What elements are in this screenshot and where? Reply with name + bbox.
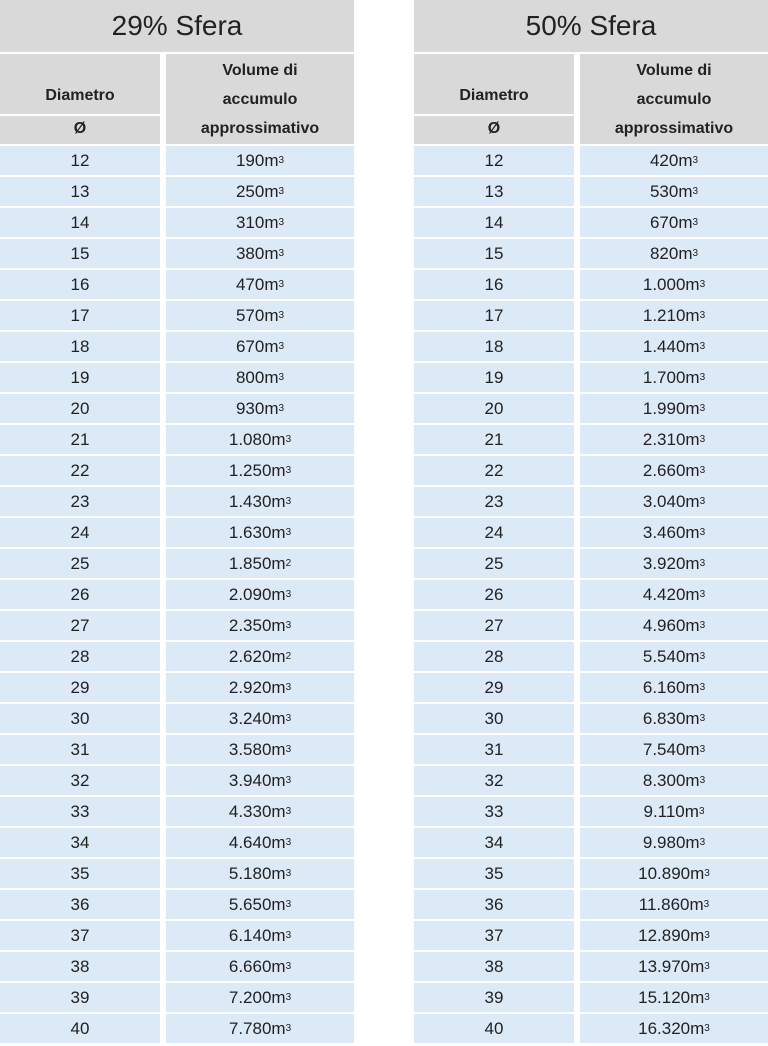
volume-cell: 4.420m 3: [580, 580, 768, 609]
volume-cell: 570m 3: [166, 301, 354, 330]
volume-value: 6.660m: [228, 956, 286, 976]
volume-cell: 1.430m 3: [166, 487, 354, 516]
diameter-cell: 28: [0, 642, 160, 671]
diameter-cell: 37: [0, 921, 160, 950]
table-row: [0, 392, 354, 423]
table-row: [0, 981, 354, 1012]
volume-value: 800m: [235, 367, 279, 387]
table-row: [414, 423, 768, 454]
table-row: [414, 981, 768, 1012]
table-row: [0, 237, 354, 268]
table-row: [0, 950, 354, 981]
table-row: [414, 702, 768, 733]
table-row: [414, 361, 768, 392]
volume-value: 6.160m: [642, 677, 700, 697]
volume-cell: 930m 3: [166, 394, 354, 423]
table-row: [0, 175, 354, 206]
diameter-cell: 18: [414, 332, 574, 361]
volume-value: 1.700m: [642, 367, 700, 387]
volume-cell: 3.920m 3: [580, 549, 768, 578]
volume-cell: 2.660m 3: [580, 456, 768, 485]
volume-value: 1.990m: [642, 398, 700, 418]
diameter-cell: 23: [414, 487, 574, 516]
diameter-cell: 40: [414, 1014, 574, 1043]
volume-value: 4.330m: [228, 801, 286, 821]
table-row: [0, 888, 354, 919]
diameter-cell: 36: [0, 890, 160, 919]
volume-cell: 190m 3: [166, 146, 354, 175]
diameter-cell: 32: [414, 766, 574, 795]
table-row: [0, 485, 354, 516]
header-volume-line: approssimativo: [200, 120, 320, 137]
volume-value: 1.210m: [642, 305, 700, 325]
volume-value: 670m: [649, 212, 693, 232]
volume-cell: 1.990m 3: [580, 394, 768, 423]
volume-value: 11.860m: [638, 894, 704, 914]
volume-cell: 6.830m 3: [580, 704, 768, 733]
volume-cell: 4.640m 3: [166, 828, 354, 857]
volume-value: 1.000m: [642, 274, 700, 294]
header-diameter-symbol: Ø: [487, 120, 501, 137]
diameter-cell: 30: [414, 704, 574, 733]
diameter-cell: 12: [0, 146, 160, 175]
header-volume: [580, 56, 768, 143]
volume-value: 13.970m: [638, 956, 705, 976]
diameter-cell: 19: [0, 363, 160, 392]
table-body: [0, 144, 354, 1043]
table-row: [414, 578, 768, 609]
volume-cell: 3.040m 3: [580, 487, 768, 516]
volume-cell: 1.630m 3: [166, 518, 354, 547]
volume-value: 1.850m: [228, 553, 286, 573]
volume-value: 1.080m: [228, 429, 286, 449]
volume-value: 250m: [235, 181, 279, 201]
diameter-cell: 38: [414, 952, 574, 981]
diameter-cell: 16: [0, 270, 160, 299]
volume-cell: 380m 3: [166, 239, 354, 268]
volume-cell: 5.650m 3: [166, 890, 354, 919]
volume-value: 3.920m: [642, 553, 700, 573]
volume-value: 7.200m: [228, 987, 286, 1007]
diameter-cell: 12: [414, 146, 574, 175]
table-row: [414, 299, 768, 330]
volume-cell: 9.110m 3: [580, 797, 768, 826]
table-row: [414, 485, 768, 516]
volume-cell: 15.120m 3: [580, 983, 768, 1012]
volume-cell: 1.440m 3: [580, 332, 768, 361]
volume-cell: 2.090m 3: [166, 580, 354, 609]
diameter-cell: 13: [0, 177, 160, 206]
volume-value: 16.320m: [638, 1018, 705, 1038]
volume-value: 3.040m: [642, 491, 700, 511]
volume-cell: 670m 3: [580, 208, 768, 237]
diameter-cell: 14: [0, 208, 160, 237]
volume-cell: 800m 3: [166, 363, 354, 392]
table-row: [414, 268, 768, 299]
volume-cell: 1.210m 3: [580, 301, 768, 330]
diameter-cell: 28: [414, 642, 574, 671]
volume-cell: 11.860m 3: [580, 890, 768, 919]
table-row: [414, 671, 768, 702]
volume-value: 5.180m: [228, 863, 286, 883]
table-row: [414, 764, 768, 795]
volume-value: 310m: [235, 212, 279, 232]
volume-cell: 530m 3: [580, 177, 768, 206]
table-header: [414, 54, 768, 144]
diameter-cell: 35: [0, 859, 160, 888]
volume-value: 1.630m: [228, 522, 286, 542]
table-row: [0, 702, 354, 733]
diameter-cell: 30: [0, 704, 160, 733]
volume-cell: 6.660m 3: [166, 952, 354, 981]
table-row: [0, 640, 354, 671]
diameter-cell: 29: [414, 673, 574, 702]
diameter-cell: 35: [414, 859, 574, 888]
volume-value: 2.090m: [228, 584, 286, 604]
volume-value: 1.440m: [642, 336, 700, 356]
diameter-cell: 20: [0, 394, 160, 423]
diameter-cell: 33: [414, 797, 574, 826]
volume-cell: 2.620m 2: [166, 642, 354, 671]
volume-cell: 1.080m 3: [166, 425, 354, 454]
volume-cell: 7.780m 3: [166, 1014, 354, 1043]
diameter-cell: 14: [414, 208, 574, 237]
table-row: [0, 795, 354, 826]
volume-value: 190m: [235, 150, 279, 170]
volume-value: 7.540m: [642, 739, 700, 759]
table-row: [0, 516, 354, 547]
table-row: [0, 733, 354, 764]
volume-value: 4.420m: [642, 584, 700, 604]
volume-cell: 5.540m 3: [580, 642, 768, 671]
volume-cell: 2.920m 3: [166, 673, 354, 702]
volume-cell: 1.250m 3: [166, 456, 354, 485]
table-row: [0, 1012, 354, 1043]
header-diameter: Diametro: [45, 87, 115, 104]
volume-cell: 3.460m 3: [580, 518, 768, 547]
volume-cell: 9.980m 3: [580, 828, 768, 857]
table-row: [0, 206, 354, 237]
volume-value: 470m: [235, 274, 279, 294]
volume-cell: 4.330m 3: [166, 797, 354, 826]
diameter-cell: 34: [0, 828, 160, 857]
volume-value: 9.110m: [643, 801, 699, 821]
volume-cell: 2.310m 3: [580, 425, 768, 454]
diameter-cell: 19: [414, 363, 574, 392]
volume-value: 3.940m: [228, 770, 286, 790]
header-volume: [166, 56, 354, 143]
table-row: [0, 330, 354, 361]
volume-value: 820m: [649, 243, 693, 263]
volume-cell: 1.000m 3: [580, 270, 768, 299]
volume-cell: 5.180m 3: [166, 859, 354, 888]
volume-value: 12.890m: [638, 925, 705, 945]
header-volume-line: accumulo: [636, 91, 712, 108]
volume-value: 3.580m: [228, 739, 286, 759]
diameter-cell: 34: [414, 828, 574, 857]
table-row: [414, 237, 768, 268]
header-volume-line: Volume di: [636, 62, 712, 79]
header-volume-line: Volume di: [222, 62, 298, 79]
volume-cell: 8.300m 3: [580, 766, 768, 795]
table-row: [414, 609, 768, 640]
volume-cell: 250m 3: [166, 177, 354, 206]
diameter-cell: 22: [0, 456, 160, 485]
table-row: [414, 919, 768, 950]
diameter-cell: 24: [414, 518, 574, 547]
table-row: [0, 361, 354, 392]
table-row: [414, 857, 768, 888]
volume-value: 2.310m: [642, 429, 700, 449]
volume-value: 10.890m: [638, 863, 705, 883]
header-diameter-symbol: Ø: [73, 120, 87, 137]
volume-value: 4.960m: [642, 615, 700, 635]
volume-value: 4.640m: [228, 832, 286, 852]
table-title: 29% Sfera: [0, 0, 354, 54]
volume-value: 8.300m: [642, 770, 700, 790]
volume-cell: 10.890m 3: [580, 859, 768, 888]
volume-value: 1.250m: [228, 460, 286, 480]
volume-value: 2.350m: [228, 615, 286, 635]
volume-cell: 670m 3: [166, 332, 354, 361]
volume-cell: 3.940m 3: [166, 766, 354, 795]
table-row: [0, 857, 354, 888]
volume-cell: 13.970m 3: [580, 952, 768, 981]
table-row: [0, 144, 354, 175]
diameter-cell: 16: [414, 270, 574, 299]
volume-cell: 6.140m 3: [166, 921, 354, 950]
volume-value: 2.920m: [228, 677, 286, 697]
diameter-cell: 29: [0, 673, 160, 702]
volume-cell: 1.850m 2: [166, 549, 354, 578]
volume-cell: 470m 3: [166, 270, 354, 299]
header-diameter: Diametro: [459, 87, 529, 104]
diameter-cell: 18: [0, 332, 160, 361]
volume-cell: 3.240m 3: [166, 704, 354, 733]
diameter-cell: 32: [0, 766, 160, 795]
diameter-cell: 15: [414, 239, 574, 268]
table-50-sfera: [414, 0, 768, 1043]
volume-cell: 1.700m 3: [580, 363, 768, 392]
diameter-cell: 17: [0, 301, 160, 330]
volume-value: 5.540m: [642, 646, 700, 666]
diameter-cell: 26: [0, 580, 160, 609]
table-row: [414, 516, 768, 547]
diameter-cell: 27: [414, 611, 574, 640]
volume-value: 1.430m: [228, 491, 286, 511]
diameter-cell: 23: [0, 487, 160, 516]
diameter-cell: 25: [414, 549, 574, 578]
volume-value: 9.980m: [642, 832, 700, 852]
diameter-cell: 25: [0, 549, 160, 578]
volume-value: 380m: [235, 243, 279, 263]
volume-cell: 820m 3: [580, 239, 768, 268]
table-row: [414, 175, 768, 206]
table-row: [0, 547, 354, 578]
diameter-cell: 21: [0, 425, 160, 454]
table-row: [0, 671, 354, 702]
table-row: [414, 640, 768, 671]
volume-cell: 6.160m 3: [580, 673, 768, 702]
header-volume-line: accumulo: [222, 91, 298, 108]
diameter-cell: 37: [414, 921, 574, 950]
table-row: [414, 144, 768, 175]
table-row: [0, 299, 354, 330]
diameter-cell: 24: [0, 518, 160, 547]
volume-value: 6.140m: [228, 925, 286, 945]
header-volume-line: approssimativo: [614, 120, 734, 137]
table-row: [414, 950, 768, 981]
table-row: [0, 578, 354, 609]
volume-value: 3.460m: [642, 522, 700, 542]
table-row: [414, 392, 768, 423]
diameter-cell: 36: [414, 890, 574, 919]
table-row: [414, 1012, 768, 1043]
table-row: [0, 826, 354, 857]
table-row: [0, 764, 354, 795]
diameter-cell: 39: [414, 983, 574, 1012]
table-row: [414, 330, 768, 361]
diameter-cell: 15: [0, 239, 160, 268]
diameter-cell: 27: [0, 611, 160, 640]
volume-cell: 4.960m 3: [580, 611, 768, 640]
diameter-cell: 39: [0, 983, 160, 1012]
diameter-cell: 38: [0, 952, 160, 981]
diameter-cell: 17: [414, 301, 574, 330]
table-29-sfera: [0, 0, 354, 1043]
volume-cell: 310m 3: [166, 208, 354, 237]
diameter-cell: 31: [414, 735, 574, 764]
volume-cell: 7.200m 3: [166, 983, 354, 1012]
diameter-cell: 13: [414, 177, 574, 206]
volume-value: 930m: [235, 398, 279, 418]
diameter-cell: 20: [414, 394, 574, 423]
table-title: 50% Sfera: [414, 0, 768, 54]
volume-value: 2.660m: [642, 460, 700, 480]
table-row: [0, 609, 354, 640]
table-row: [414, 547, 768, 578]
volume-value: 7.780m: [228, 1018, 286, 1038]
diameter-cell: 31: [0, 735, 160, 764]
table-row: [414, 206, 768, 237]
volume-cell: 420m 3: [580, 146, 768, 175]
table-row: [0, 268, 354, 299]
table-row: [414, 795, 768, 826]
volume-cell: 7.540m 3: [580, 735, 768, 764]
volume-value: 5.650m: [228, 894, 286, 914]
diameter-cell: 22: [414, 456, 574, 485]
diameter-cell: 40: [0, 1014, 160, 1043]
volume-value: 670m: [235, 336, 279, 356]
volume-cell: 12.890m 3: [580, 921, 768, 950]
table-row: [0, 919, 354, 950]
table-row: [414, 733, 768, 764]
volume-value: 6.830m: [642, 708, 700, 728]
table-body: [414, 144, 768, 1043]
volume-cell: 16.320m 3: [580, 1014, 768, 1043]
diameter-cell: 26: [414, 580, 574, 609]
volume-cell: 3.580m 3: [166, 735, 354, 764]
volume-value: 15.120m: [638, 987, 705, 1007]
table-row: [0, 423, 354, 454]
diameter-cell: 33: [0, 797, 160, 826]
volume-cell: 2.350m 3: [166, 611, 354, 640]
table-row: [414, 826, 768, 857]
table-header: [0, 54, 354, 144]
volume-value: 2.620m: [228, 646, 286, 666]
table-row: [414, 454, 768, 485]
volume-value: 570m: [235, 305, 279, 325]
diameter-cell: 21: [414, 425, 574, 454]
volume-value: 3.240m: [228, 708, 286, 728]
volume-value: 530m: [649, 181, 693, 201]
table-row: [0, 454, 354, 485]
table-row: [414, 888, 768, 919]
volume-value: 420m: [649, 150, 693, 170]
